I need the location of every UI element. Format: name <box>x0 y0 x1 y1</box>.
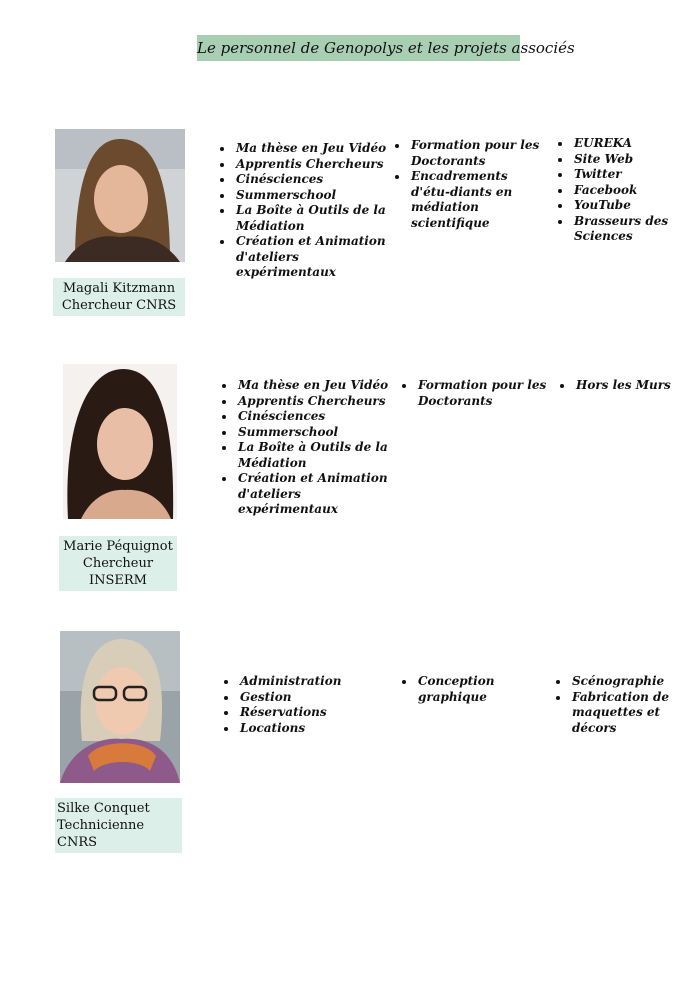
list-item: • La Boîte à Outils de la Médiation <box>236 440 396 471</box>
list-item: • Site Web <box>572 152 677 168</box>
list-item: • La Boîte à Outils de la Médiation <box>234 203 394 234</box>
list-item: • Administration <box>238 674 388 690</box>
list-item: • Formation pour les Doctorants <box>416 378 551 409</box>
person-role: Chercheur CNRS <box>61 298 177 313</box>
list-item: • Apprentis Chercheurs <box>234 157 394 173</box>
list-item: • Summerschool <box>236 425 396 441</box>
list-item: • Conception graphique <box>416 674 516 705</box>
portrait-photo-marie <box>63 364 177 519</box>
list-item: • Summerschool <box>234 188 394 204</box>
portrait-photo-magali <box>55 129 185 262</box>
list-item: • Gestion <box>238 690 388 706</box>
list-item: • Hors les Murs <box>574 378 684 394</box>
projects-list-col3-silke <box>550 674 680 736</box>
list-item: • Scénographie <box>570 674 680 690</box>
list-item: • Facebook <box>572 183 677 199</box>
list-item: • Apprentis Chercheurs <box>236 394 396 410</box>
list-item: • Fabrication de maquettes et décors <box>570 690 680 737</box>
projects-list-col2-silke <box>396 674 516 705</box>
person-caption-marie <box>59 536 177 591</box>
list-item: • Formation pour les Doctorants <box>409 138 549 169</box>
list-item: • Cinésciences <box>234 172 394 188</box>
person-role: Chercheur INSERM <box>82 556 154 588</box>
person-role: Technicienne CNRS <box>57 818 145 850</box>
list-item: • Locations <box>238 721 388 737</box>
list-item: • Ma thèse en Jeu Vidéo <box>234 141 394 157</box>
projects-list-col1-silke <box>218 674 388 736</box>
list-item: • Cinésciences <box>236 409 396 425</box>
person-name: Marie Péquignot <box>63 539 173 554</box>
projects-list-col3-marie <box>554 378 684 394</box>
list-item: • Création et Animation d'ateliers expérimentaux <box>234 234 394 281</box>
person-caption-magali <box>53 278 185 316</box>
list-item: • Réservations <box>238 705 388 721</box>
list-item: • YouTube <box>572 198 677 214</box>
projects-list-col2-magali <box>389 138 549 231</box>
list-item: • Encadrements d'étu-diants en médiation scientifique <box>409 169 549 231</box>
list-item: • Brasseurs des Sciences <box>572 214 677 245</box>
projects-list-col2-marie <box>396 378 551 409</box>
person-name: Magali Kitzmann <box>62 281 176 296</box>
projects-list-col3-magali <box>552 136 677 245</box>
list-item: • Ma thèse en Jeu Vidéo <box>236 378 396 394</box>
portrait-photo-silke <box>60 631 180 783</box>
projects-list-col1-marie <box>216 378 396 518</box>
person-caption-silke <box>55 798 182 853</box>
list-item: • Création et Animation d'ateliers expérimentaux <box>236 471 396 518</box>
list-item: • EUREKA <box>572 136 677 152</box>
list-item: • Twitter <box>572 167 677 183</box>
page-title: Le personnel de Genopolys et les projets associés <box>197 35 520 61</box>
projects-list-col1-magali <box>214 141 394 281</box>
person-name: Silke Conquet <box>57 801 150 816</box>
